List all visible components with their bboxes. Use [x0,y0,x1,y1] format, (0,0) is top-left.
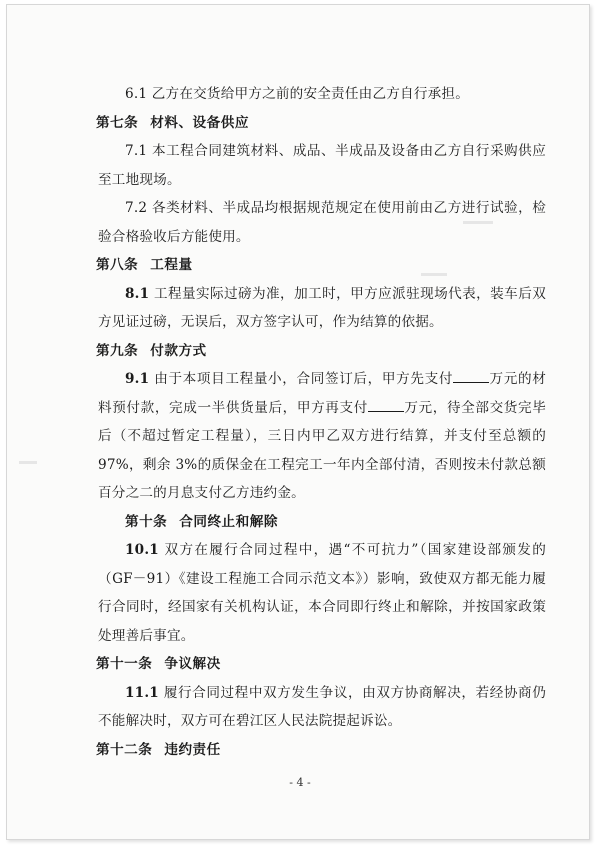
article-title: 材料、设备供应 [150,114,249,131]
clause-number: 10.1 [125,542,159,558]
clause-11-1 [98,679,546,736]
article-12-heading [96,736,546,765]
article-number: 第十二条 [96,741,153,758]
clause-text: 工程量实际过磅为准，加工时，甲方应派驻现场代表，装车后双方见证过磅，无误后，双方签字认可，作为结算的依据。 [98,285,546,330]
document-body [98,80,546,764]
clause-10-1 [98,536,546,650]
clause-text: 履行合同过程中双方发生争议，由双方协商解决，若经协商仍不能解决时，双方可在碧江区人民法院提起诉讼。 [98,684,546,729]
clause-text-part2: 万元的材料预付款，完成一半供货量后，甲方再支付 [98,371,546,416]
article-number: 第十一条 [96,656,153,672]
article-title: 工程量 [150,257,193,273]
article-number: 第八条 [96,257,139,273]
amount-blank [453,368,489,383]
clause-7-2: 7.2 各类材料、半成品均根据规范规定在使用前由乙方进行试验，检验合格验收后方能使用。 [98,200,546,245]
clause-number: 11.1 [125,684,159,701]
clause-9-1 [98,365,546,508]
article-title: 违约责任 [164,741,221,758]
clause-8-1 [98,280,546,337]
clause-text: 双方在履行合同过程中，遇“不可抗力”（国家建设部颁发的（GF－91）《建设工程施工合同示范文本》）影响，致使双方都无能力履行合同时，经国家有关机构认证，本合同即行终止和解除，并按国家政策处理善后事宜。 [98,542,546,644]
article-number: 第十条 [125,513,168,530]
article-9-heading [96,337,546,366]
article-number: 第七条 [96,114,139,131]
clause-text-part3: 万元，待全部交货完毕后（不超过暂定工程量），三日内甲乙双方进行结算，并支付至总额的97%，剩余 3%的质保金在工程完工一年内全部付清，否则按未付款总额百分之二的月息支付乙方违约金。 [98,399,546,501]
page-number: - 4 - [289,776,311,789]
clause-text-part1: 由于本项目工程量小，合同签订后，甲方先支付 [149,371,454,387]
article-title: 合同终止和解除 [179,513,278,530]
article-number: 第九条 [96,342,139,359]
clause-number: 9.1 [125,371,150,387]
scan-mark [19,461,37,464]
clause-6-1: 6.1 乙方在交货给甲方之前的安全责任由乙方自行承担。 [125,86,469,102]
article-8-heading [96,251,546,280]
article-10-heading [98,508,546,537]
clause-7-1: 7.1 本工程合同建筑材料、成品、半成品及设备由乙方自行采购供应至工地现场。 [98,143,546,188]
article-title: 付款方式 [150,342,207,359]
article-11-heading [96,650,546,679]
article-title: 争议解决 [164,656,221,672]
clause-number: 8.1 [125,285,150,302]
amount-blank [368,397,404,412]
article-7-heading [96,109,546,138]
